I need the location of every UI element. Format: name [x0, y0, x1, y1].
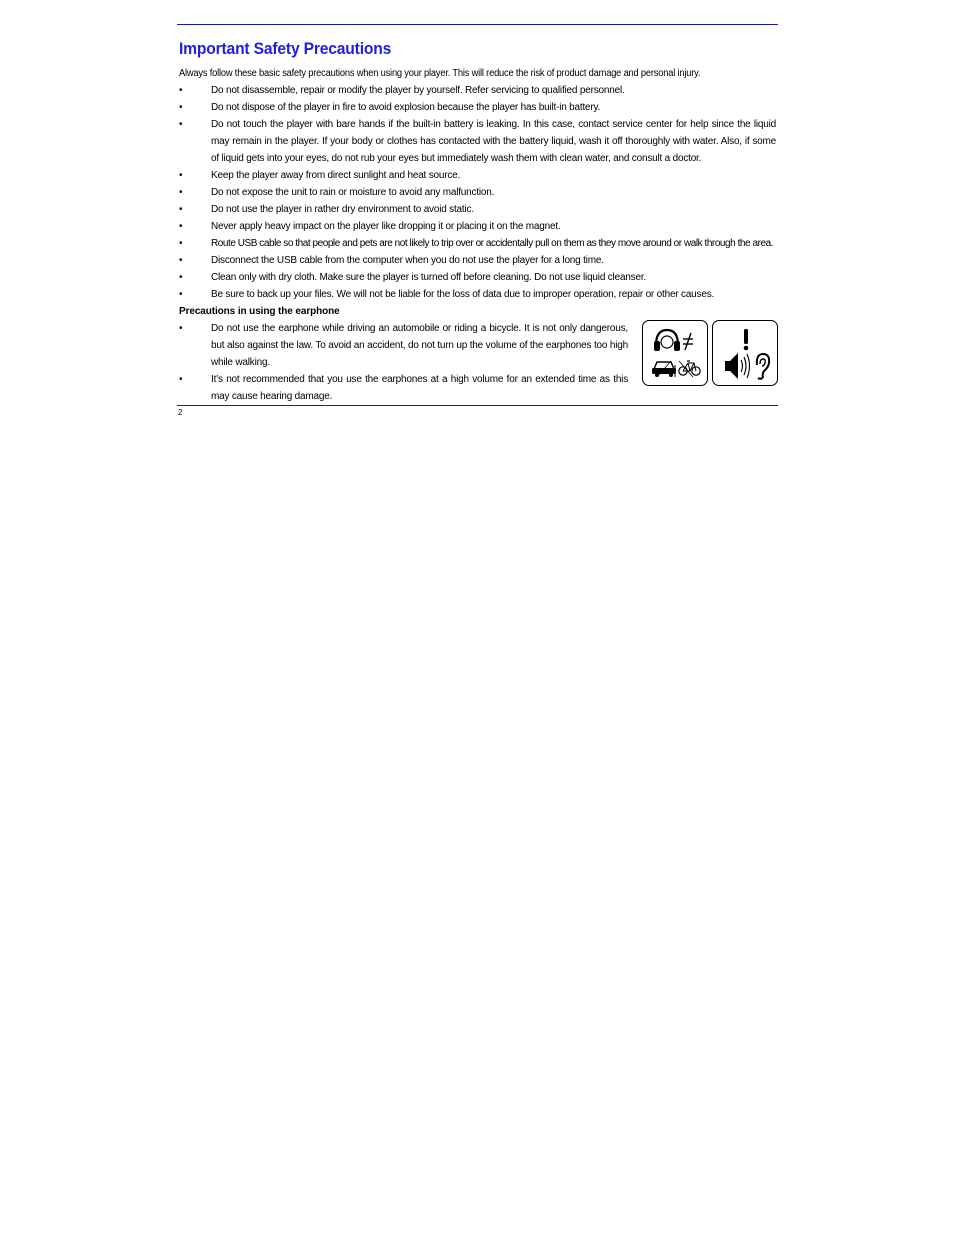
earphone-precautions-list	[179, 320, 628, 405]
list-item: • Do not expose the unit to rain or moisture to avoid any malfunction.	[179, 184, 776, 201]
list-item: • Clean only with dry cloth. Make sure the player is turned off before cleaning. Do not use liquid cleanser.	[179, 269, 776, 286]
bullet: •	[179, 102, 183, 113]
list-item: • Never apply heavy impact on the player like dropping it or placing it on the magnet.	[179, 218, 776, 235]
list-item: • Do not disassemble, repair or modify the player by yourself. Refer servicing to qualified personnel.	[179, 82, 776, 99]
top-rule	[177, 24, 778, 25]
warning-icons	[642, 320, 780, 388]
list-item: • Route USB cable so that people and pets are not likely to trip over or accidentally pull on them as they move around or walk through the area.	[179, 235, 776, 252]
page-content	[179, 36, 776, 405]
bullet: •	[179, 187, 183, 198]
list-item: • Do not dispose of the player in fire to avoid explosion because the player has built-in battery.	[179, 99, 776, 116]
earphone-heading: Precautions in using the earphone	[179, 306, 340, 317]
bullet: •	[179, 221, 183, 232]
earphone-section	[179, 320, 776, 405]
bottom-rule	[177, 405, 778, 406]
bullet: •	[179, 204, 183, 215]
bullet: •	[179, 374, 183, 385]
list-item: • Do not use the earphone while driving an automobile or riding a bicycle. It is not only dangerous, but also against the law. To avoid an accident, do not turn up the volume of the earphones too high while walking.	[179, 320, 628, 371]
bullet: •	[179, 255, 183, 266]
list-item: • Disconnect the USB cable from the computer when you do not use the player for a long time.	[179, 252, 776, 269]
list-item: • Be sure to back up your files. We will not be liable for the loss of data due to improper operation, repair or other causes.	[179, 286, 776, 303]
list-item: • Do not use the player in rather dry environment to avoid static.	[179, 201, 776, 218]
list-item: • Keep the player away from direct sunlight and heat source.	[179, 167, 776, 184]
page-title: Important Safety Precautions	[179, 39, 392, 58]
bullet: •	[179, 323, 183, 334]
headphones-not-while-driving-icon	[642, 320, 708, 386]
bullet: •	[179, 85, 183, 96]
list-item: • It’s not recommended that you use the earphones at a high volume for an extended time as this may cause hearing damage.	[179, 371, 628, 405]
list-item: • Do not touch the player with bare hands if the built-in battery is leaking. In this case, contact service center for help since the liquid may remain in the player. If your body or clothes has contacted with the battery liquid, wash it off thoroughly with water. Also, if some of liquid gets into your eyes, do not rub your eyes but immediately wash them with clean water, and consult a doctor.	[179, 116, 776, 167]
bullet: •	[179, 170, 183, 181]
page-number: 2	[178, 408, 183, 417]
intro-text: Always follow these basic safety precautions when using your player. This will reduce the risk of product damage and personal injury.	[179, 68, 701, 79]
bullet: •	[179, 238, 183, 249]
bullet: •	[179, 119, 183, 130]
bullet: •	[179, 272, 183, 283]
bullet: •	[179, 289, 183, 300]
loud-volume-warning-icon	[712, 320, 778, 386]
general-precautions-list	[179, 82, 776, 303]
